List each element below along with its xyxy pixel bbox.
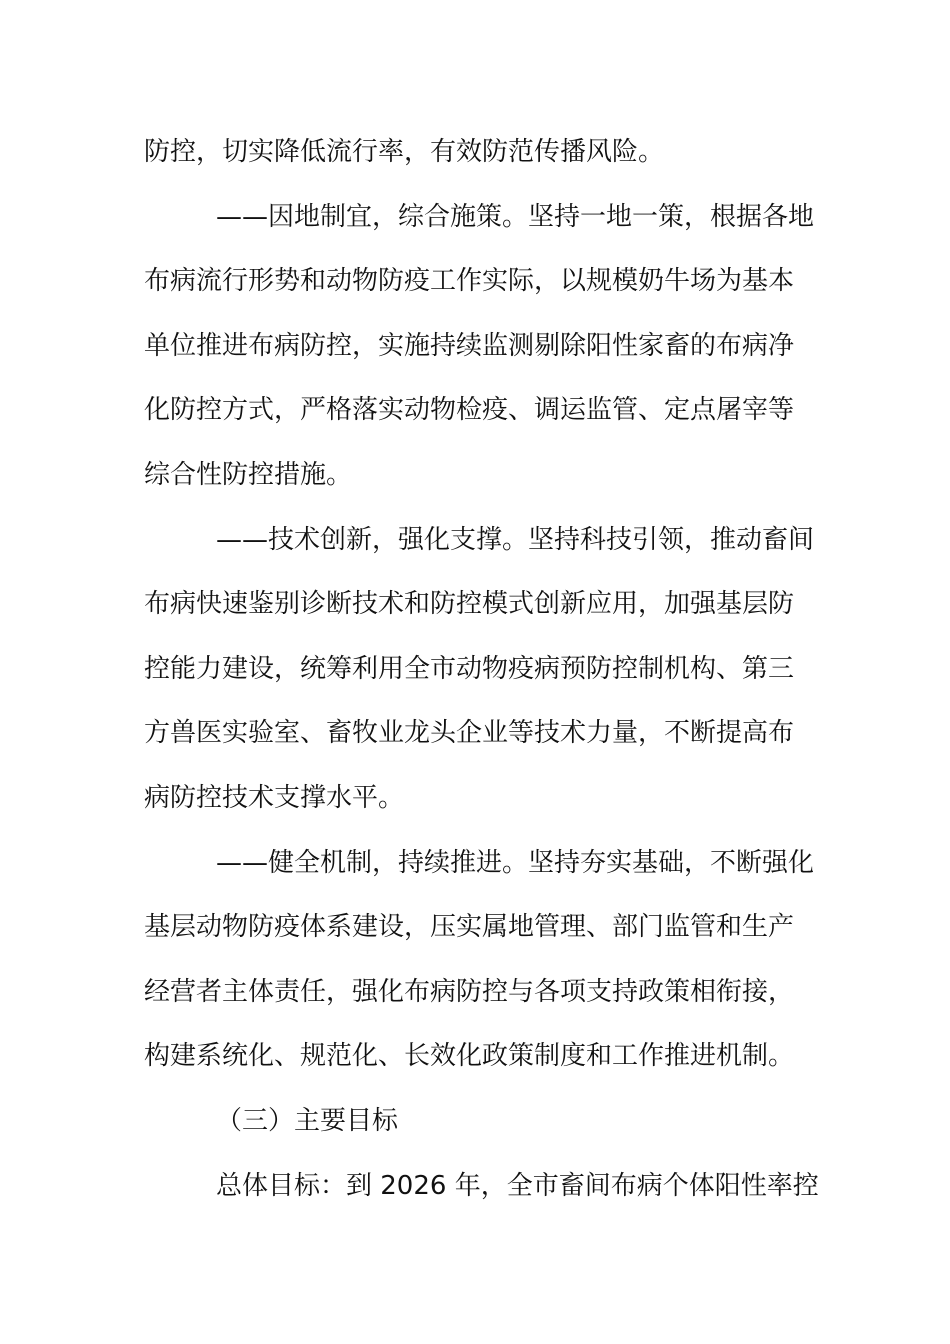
text-line-13: 基层动物防疫体系建设，压实属地管理、部门监管和生产 xyxy=(144,912,795,943)
text-line-5: 化防控方式，严格落实动物检疫、调运监管、定点屠宰等 xyxy=(144,395,795,426)
text-line-11: 病防控技术支撑水平。 xyxy=(144,782,405,813)
text-line-2: ——因地制宜，综合施策。坚持一地一策，根据各地 xyxy=(216,201,815,232)
text-line-3: 布病流行形势和动物防疫工作实际，以规模奶牛场为基本 xyxy=(144,266,795,297)
text-line-12: ——健全机制，持续推进。坚持夯实基础，不断强化 xyxy=(216,847,815,878)
section-heading: （三）主要目标 xyxy=(216,1105,399,1136)
document-body xyxy=(144,120,819,1218)
text-line-9: 控能力建设，统筹利用全市动物疫病预防控制机构、第三 xyxy=(144,653,795,684)
text-line-15: 构建系统化、规范化、长效化政策制度和工作推进机制。 xyxy=(144,1041,795,1072)
text-line-17: 总体目标：到 2026 年，全市畜间布病个体阳性率控 xyxy=(216,1170,819,1201)
text-line-14: 经营者主体责任，强化布病防控与各项支持政策相衔接， xyxy=(144,976,795,1007)
text-line-6: 综合性防控措施。 xyxy=(144,459,353,490)
text-line-4: 单位推进布病防控，实施持续监测剔除阳性家畜的布病净 xyxy=(144,330,795,361)
text-line-7: ——技术创新，强化支撑。坚持科技引领，推动畜间 xyxy=(216,524,815,555)
text-line-10: 方兽医实验室、畜牧业龙头企业等技术力量，不断提高布 xyxy=(144,718,795,749)
text-line-1: 防控，切实降低流行率，有效防范传播风险。 xyxy=(144,137,665,167)
text-line-8: 布病快速鉴别诊断技术和防控模式创新应用，加强基层防 xyxy=(144,589,795,620)
